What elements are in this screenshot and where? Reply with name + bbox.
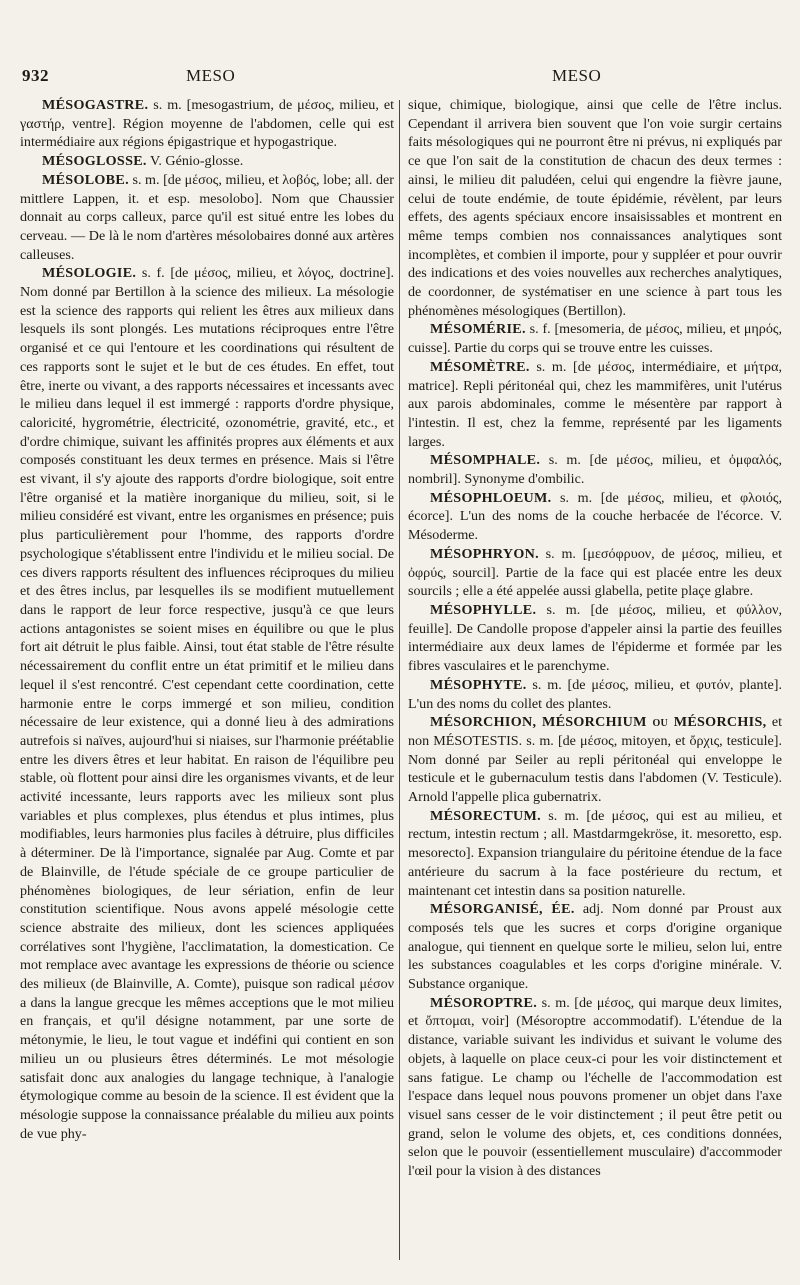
dictionary-entry: [408, 451, 782, 488]
entry-text: V. Génio-glosse.: [146, 153, 244, 170]
dictionary-entry: [20, 96, 394, 152]
headword: MÉSOGASTRE.: [42, 97, 149, 113]
headword: MÉSORGANISÉ, ÉE.: [430, 901, 575, 918]
entry-text: s. m. [de μέσος, milieu, et φυτόν, plante]. L'un des noms du collet des plantes.: [408, 676, 782, 712]
entry-text: s. m. [μεσόφρυον, de μέσος, milieu, et ὀφρύς, sourcil]. Partie de la face qui est placée entre les deux sourcils ; elle a été appelée aussi glabella, petite plaçe glabre.: [408, 545, 782, 600]
dictionary-entry: [408, 994, 782, 1181]
left-column: [20, 96, 394, 1181]
headword: MÉSOPHYTE.: [430, 676, 527, 693]
headword: MÉSOMÉRIE.: [430, 321, 526, 338]
dictionary-entry: [408, 96, 782, 320]
running-head-left: MESO: [186, 66, 236, 85]
entry-text: s. m. [de μέσος, milieu, et ὀμφαλός, nombril]. Synonyme d'ombilic.: [408, 452, 782, 488]
entry-text: s. f. [mesomeria, de μέσος, milieu, et μηρός, cuisse]. Partie du corps qui se trouve entre les cuisses.: [408, 321, 782, 357]
entry-text: s. m. [de μέσος, milieu, et φλοιός, écorce]. L'un des noms de la couche herbacée de l'écorce. V. Mésoderme.: [408, 489, 782, 544]
page-number: 932: [22, 66, 49, 85]
entry-text: s. m. [de μέσος, qui est au milieu, et rectum, intestin rectum ; all. Mastdarmgekröse, it. mesoretto, esp. mesorecto]. Expansion triangulaire du péritoine étendue de la face antérieure du sacrum à la face postérieure du rectum, et maintenant cet intestin dans sa position naturelle.: [408, 807, 782, 899]
columns: [20, 96, 782, 1181]
headword: MÉSORECTUM.: [430, 807, 541, 824]
entry-text: et non MÉSOTESTIS. s. m. [de μέσος, mitoyen, et ὄρχις, testicule]. Nom donné par Seiler au repli péritonéal qui enveloppe le testicule et le gubernaculum testis dans l'abdomen (V. Testicule). Arnold l'appelle plica gubernatrix.: [408, 714, 782, 806]
headword: MÉSOPHYLLE.: [430, 601, 537, 618]
headword: MÉSOGLOSSE.: [42, 153, 147, 170]
headword: MÉSOMPHALE.: [430, 452, 541, 469]
headword: MÉSOPHLOEUM.: [430, 489, 552, 506]
entry-text: s. m. [de μέσος, qui marque deux limites, et ὄπτομαι, voir] (Mésoroptre accommodatif). L'étendue de la distance, variable suivant les individus et suivant le volume des objets, à laquelle on place ceux-ci pour les voir distinctement et sans fatigue. Le champ ou l'échelle de l'accommodation est l'espace dans lequel nous pouvons promener un objet dans l'axe visuel sans cesser de le voir distinctement ; il peut être petit ou grand, selon le volume des objets, et, ces conditions données, selon que le pouvoir (essentiellement musculaire) d'accommoder l'œil pour la vision à des distances: [408, 994, 782, 1180]
headword: MÉSORCHION, MÉSORCHIUM ou MÉSORCHIS,: [430, 714, 767, 731]
dictionary-entry: [408, 900, 782, 994]
headword: MÉSOLOGIE.: [42, 265, 137, 282]
entry-text: s. m. [de μέσος, milieu, et λοβός, lobe; all. der mittlere Lappen, it. et esp. mesolobo]. Nom que Chaussier donnait au corps calleux, parce qu'il est situé entre les lobes du cerveau. — De là le nom d'artères mésolobaires donné aux artères calleuses.: [20, 171, 394, 263]
entry-text: s. m. [de μέσος, milieu, et φύλλον, feuille]. De Candolle propose d'appeler ainsi la partie des feuilles intermédiaire aux deux lames de l'épiderme et formée par les fibres vasculaires et le parenchyme.: [408, 601, 782, 675]
running-head-right: MESO: [552, 66, 602, 85]
dictionary-entry: [408, 320, 782, 357]
dictionary-entry: [408, 358, 782, 452]
headword: MÉSOMÈTRE.: [430, 358, 530, 375]
entry-text: adj. Nom donné par Proust aux composés tels que les sucres et corps d'origine organique analogue, qui tiennent en quelque sorte le milieu, selon lui, entre les substances coagulables et les corps d'origine minérale. V. Substance organique.: [408, 901, 782, 993]
dictionary-entry: [408, 807, 782, 901]
right-column: [408, 96, 782, 1181]
headword: MÉSOROPTRE.: [430, 994, 538, 1011]
dictionary-entry: [408, 601, 782, 676]
dictionary-entry: [20, 264, 394, 1143]
entry-text: sique, chimique, biologique, ainsi que celle de l'être inclus. Cependant il arrivera bien souvent que l'on voie surgir certains faits mésologiques qui ne pourront être ni prévus, ni expliqués par ce que l'on sait de la constitution de chacun des deux termes : ainsi, le milieu dit paludéen, celui qui engendre la fièvre jaune, celui de toute endémie, de toute épidémie, révèlent, par leurs effets, des agents spéciaux encore insaisissables et montrent en même temps combien nos connaissances analytiques sont incomplètes, et combien il importe, pour y suppléer et pour ouvrir des indications et des voies nouvelles aux recherches analytiques, de coordonner, de systématiser en une science à part tous les phénomènes mésologiques (Bertillon).: [408, 97, 782, 319]
entry-text: s. m. [de μέσος, intermédiaire, et μήτρα, matrice]. Repli péritonéal qui, chez les mammifères, unit l'utérus aux parois abdominales, comme le mésentère par rapport à l'intestin. Il est, chez la femme, représenté par les ligaments larges.: [408, 358, 782, 450]
entry-text: s. f. [de μέσος, milieu, et λόγος, doctrine]. Nom donné par Bertillon à la science des milieux. La mésologie est la science des rapports qui relient les êtres aux milieux dans lesquels ils sont plongés. Les mutations réciproques entre l'être organisé et ce qui l'entoure et les coordinations qui résultent de ces rapports sont le sujet et le but de ces études. En effet, tout être, inerte ou vivant, a des rapports nécessaires et incessants avec le milieu dans lequel il est immergé : rapports d'ordre physique, caloricité, hygrométrie, électricité, ozonométrie, gravité, etc., et d'ordre chimique, suivant les affinités propres aux éléments et aux composés constituant les deux termes en présence. Mais si l'être est vivant, il s'y ajoute des rapports d'ordre biologique, soit entre l'être organisé et la matière inorganique du milieu, soit, si le milieu considéré est vivant, entre les organismes en présence; puis plus particulièrement pour l'homme, des rapports d'ordre psychologique s'établissent entre l'individu et le milieu social. De ces divers rapports résultent des influences réciproques du milieu et des êtres inclus, par lesquelles ils se modifient mutuellement dans le rapport de leur force respective, jusqu'à ce que leurs actions antagonistes se soient mises en équilibre ou que le plus fort ait détruit le plus faible. Ainsi, tout état stable de l'être résulte nécessairement du conflit entre un état primitif et le milieu dans lequel il s'est rencontré. C'est cependant cette coordination, cette harmonie entre le corps immergé et son milieu, condition nécessaire de leur existence, qui a donné lieu à des admirations autrefois si naïves, aujourd'hui si niaises, sur l'harmonie préétablie entre les divers êtres et leur habitat. En raison de l'équilibre peu stable, où flottent pour ainsi dire les organismes vivants, et de leur activité incessante, leurs rapports avec les milieux sont plus variables et plus complexes, plus étendus et plus intimes, plus modifiables, leurs harmonies plus faciles à détruire, plus difficiles à déterminer. De là l'importance, signalée par Aug. Comte et par de Blainville, de l'étude spéciale de ce groupe particulier de phénomènes biologiques, de leur sériation, enfin de leur constitution scientifique. Nous avons appelé mésologie cette science abstraite des milieux, dont les sciences appliquées corrélatives sont l'hygiène, l'acclimatation, la domestication. Ce mot remplace avec avantage les expressions de théorie ou science des milieux (de Blainville, A. Comte), puisque son radical μέσον a dans la langue grecque les mêmes acceptions que le mot milieu en français, et qu'il désigne notamment, par une sorte de métonymie, le lieu, le tout vague et indéfini qui contient en son milieu un ou plusieurs êtres déterminés. Le mot mésologie satisfait donc aux analogies du langage technique, à l'analogie étymologique comme au besoin de la science. Il est évident que la mésologie suppose la connaissance préalable du milieu aux points de vue phy-: [20, 265, 394, 1142]
dictionary-entry: [408, 713, 782, 807]
dictionary-entry: [408, 676, 782, 713]
entry-text: s. m. [mesogastrium, de μέσος, milieu, et γαστήρ, ventre]. Région moyenne de l'abdomen, celle qui est intermédiaire aux régions épigastrique et hypogastrique.: [20, 97, 394, 151]
headword: MÉSOPHRYON.: [430, 545, 539, 562]
dictionary-entry: [20, 152, 394, 171]
dictionary-entry: [408, 489, 782, 545]
headword: MÉSOLOBE.: [42, 171, 129, 188]
dictionary-entry: [408, 545, 782, 601]
dictionary-entry: [20, 171, 394, 265]
